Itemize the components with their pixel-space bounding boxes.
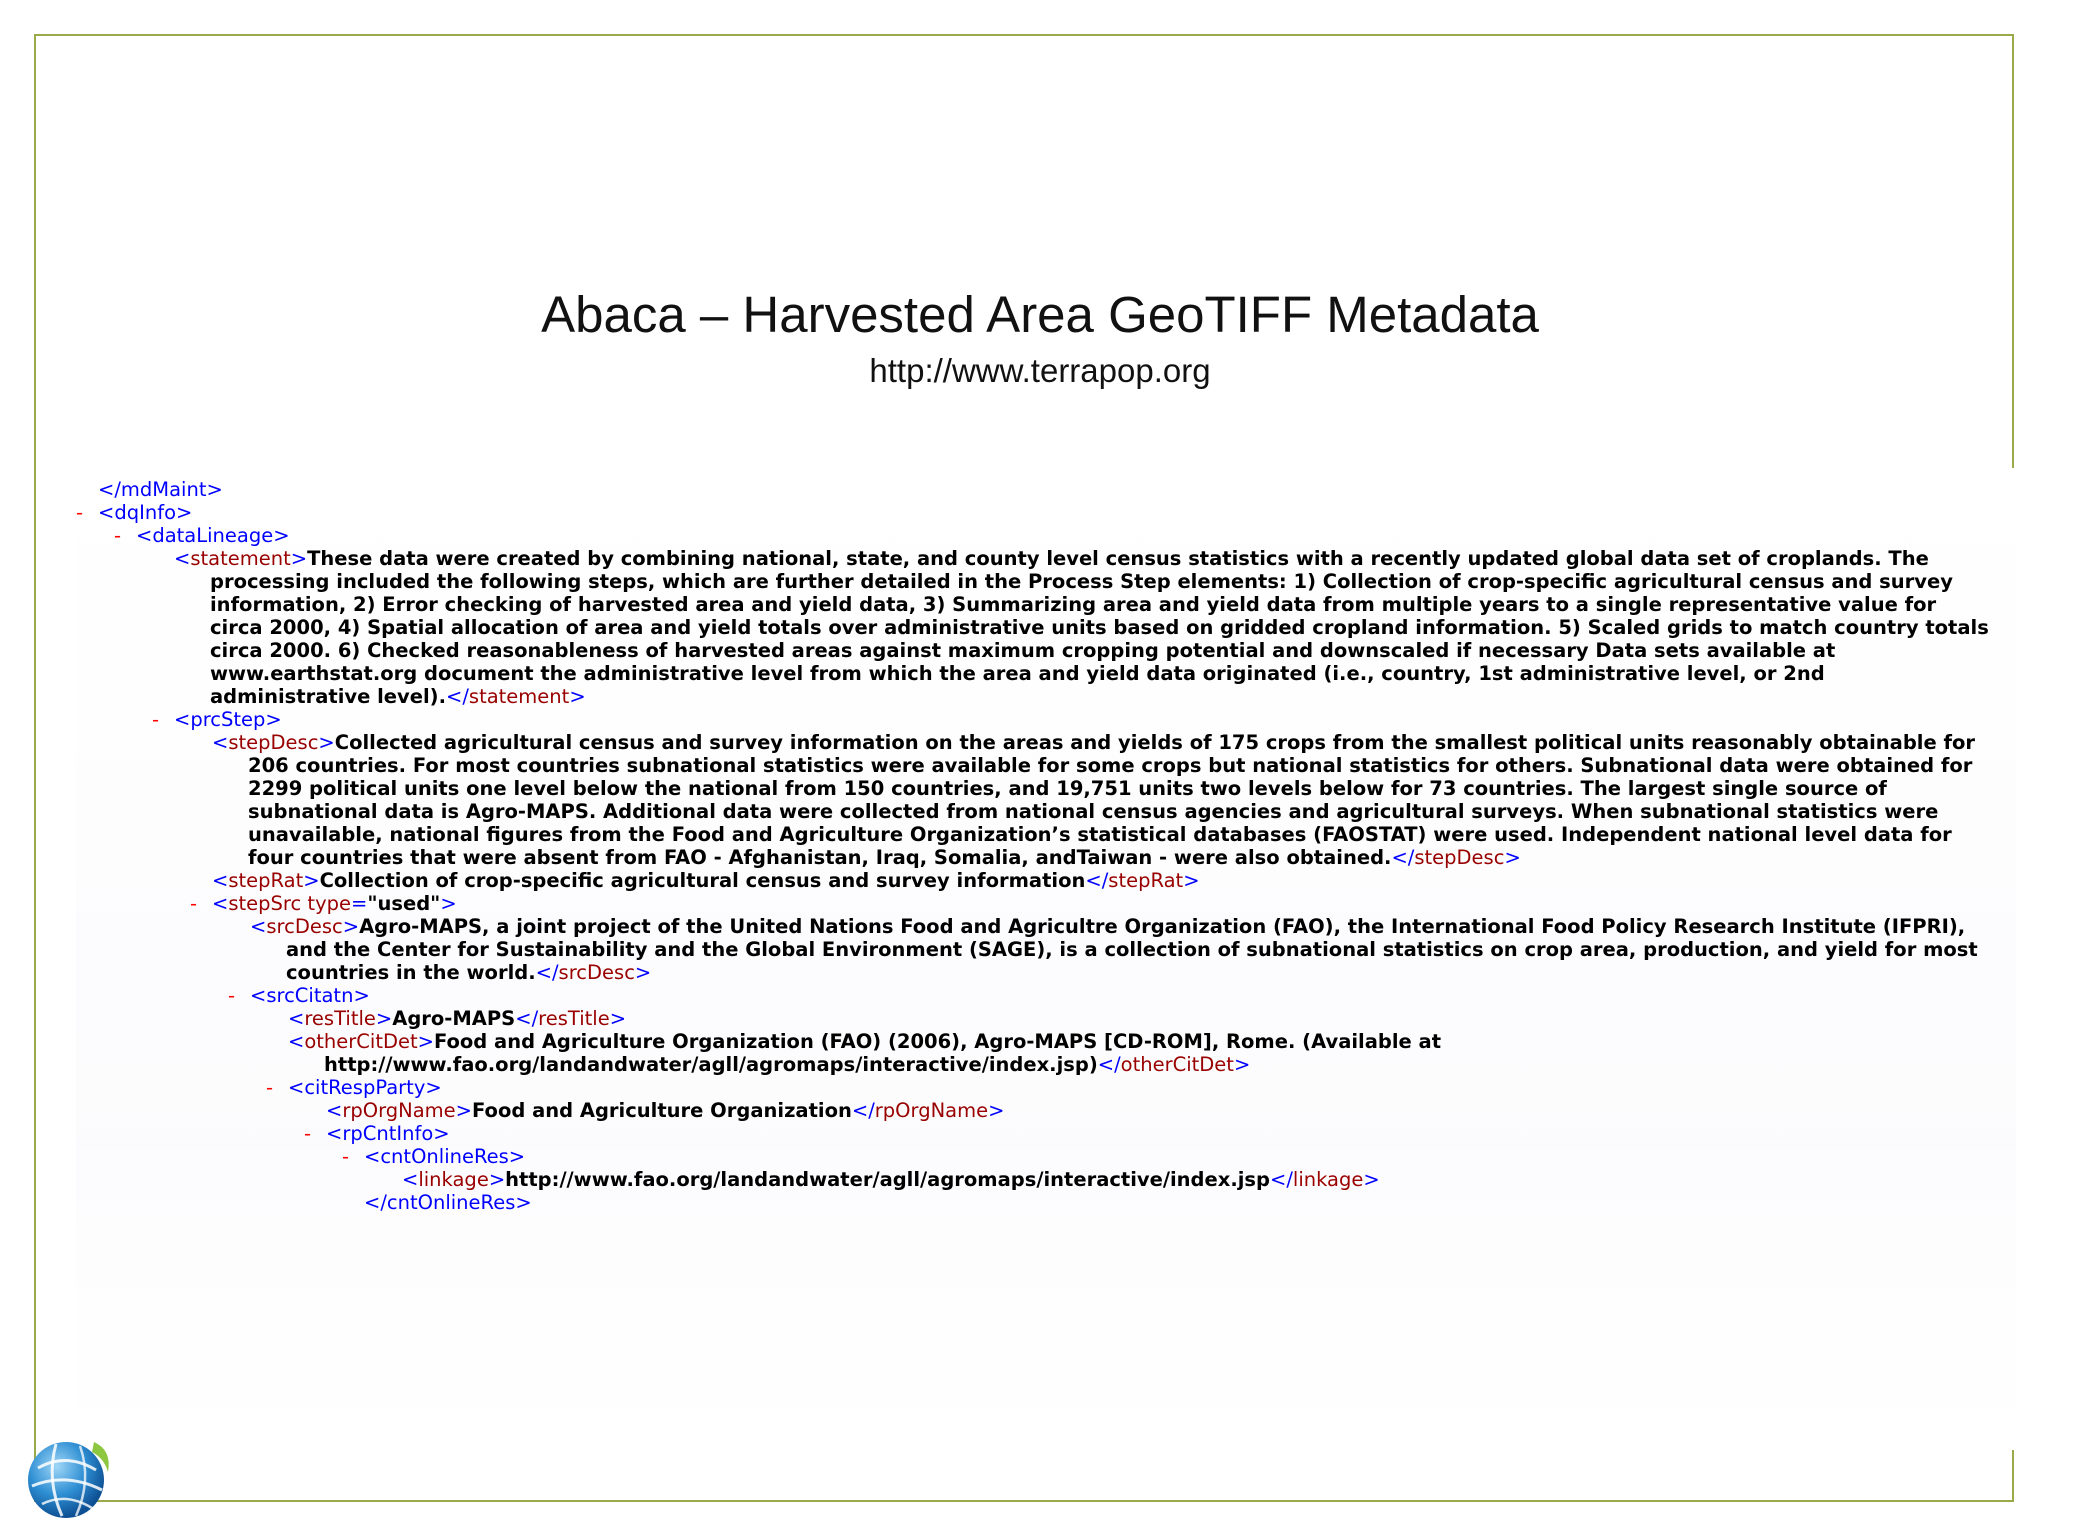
- xml-element-linkage: <linkage>http://www.fao.org/landandwater/agll/agromaps/interactive/index.jsp</linkage>: [402, 1168, 1380, 1191]
- steprat-text: Collection of crop-specific agricultural census and survey information: [319, 869, 1086, 892]
- xml-element-restitle: <resTitle>Agro-MAPS</resTitle>: [288, 1007, 627, 1030]
- xml-tag-name: stepRat: [1108, 869, 1184, 892]
- xml-tag-datalineage-open: <dataLineage>: [136, 524, 290, 547]
- xml-tag-name: otherCitDet: [1120, 1053, 1234, 1076]
- collapse-toggle-rpcntinfo[interactable]: -: [304, 1122, 312, 1145]
- xml-tag-name: stepRat: [228, 869, 304, 892]
- xml-tag-name: resTitle: [304, 1007, 376, 1030]
- stepdesc-text: Collected agricultural census and survey information on the areas and yields of 175 crops from the smallest political units reasonably obtainable for 206 countries. For most countries subnational statistics were available for some crops but national statistics for others. Subnational data were obtained for 2299 political units one level below the national from 150 countries, and 19,751 units two levels below for 73 countries. The largest single source of subnational data is Agro-MAPS. Additional data were collected from national census agencies and agricultural surveys. When subnational statistics were unavailable, national figures from the Food and Agriculture Organization’s statistical databases (FAOSTAT) were used. Independent national level data for four countries that were absent from FAO - Afghanistan, Iraq, Somalia, andTaiwan - were also obtained.: [248, 731, 1975, 869]
- xml-line-srccitatn: [76, 984, 1990, 1007]
- xml-line-dqinfo: [76, 501, 1990, 524]
- xml-tag-rpcntinfo-open: <rpCntInfo>: [326, 1122, 450, 1145]
- xml-tag-dqinfo-open: <dqInfo>: [98, 501, 193, 524]
- slide-subtitle-url: http://www.terrapop.org: [869, 352, 1211, 389]
- xml-line-mdmaint-close: [76, 478, 1990, 501]
- xml-attr-value: "used": [367, 892, 441, 915]
- xml-line-cntonlineres: [76, 1145, 1990, 1168]
- xml-line-datalineage: [76, 524, 1990, 547]
- collapse-toggle-srccitatn[interactable]: -: [228, 984, 236, 1007]
- xml-tag-name: stepDesc: [228, 731, 319, 754]
- xml-tag-name: otherCitDet: [304, 1030, 418, 1053]
- xml-tag-name: rpOrgName: [874, 1099, 989, 1122]
- restitle-text: Agro-MAPS: [392, 1007, 516, 1030]
- globe-logo-icon: [22, 1428, 118, 1524]
- xml-line-rpcntinfo: [76, 1122, 1990, 1145]
- xml-tag-name: statement: [468, 685, 570, 708]
- collapse-toggle-datalineage[interactable]: -: [114, 524, 122, 547]
- collapse-toggle-dqinfo[interactable]: -: [76, 501, 84, 524]
- xml-metadata-viewer: [76, 478, 1990, 1214]
- statement-text: These data were created by combining national, state, and county level census statistics with a recently updated global data set of croplands. The processing included the following steps, which are further detailed in the Process Step elements: 1) Collection of crop-specific agricultural census and survey information, 2) Error checking of harvested area and yield data, 3) Summarizing area and yield data from multiple years to a single representative value for circa 2000, 4) Spatial allocation of area and yield totals over administrative units based on gridded cropland information. 5) Scaled grids to match country totals circa 2000. 6) Checked reasonableness of harvested areas against maximum cropping potential and downscaled if necessary Data sets available at www.earthstat.org document the administrative level from which the area and yield data originated (i.e., country, 1st administrative level, or 2nd administrative level).: [210, 547, 1989, 708]
- xml-tag-name: resTitle: [538, 1007, 610, 1030]
- rporgname-text: Food and Agriculture Organization: [472, 1099, 852, 1122]
- xml-tag-mdmaint-close: </mdMaint>: [98, 478, 223, 501]
- xml-element-othercitdet: <otherCitDet>Food and Agriculture Organization (FAO) (2006), Agro-MAPS [CD-ROM], Rome. (Available at http://www.fao.org/landandwater/agll/agromaps/interactive/index.jsp)</otherCitDet>: [288, 1030, 1442, 1076]
- slide-title: Abaca – Harvested Area GeoTIFF Metadata: [541, 286, 1539, 343]
- collapse-toggle-citrespparty[interactable]: -: [266, 1076, 274, 1099]
- xml-tag-name: linkage: [1292, 1168, 1364, 1191]
- xml-element-stepdesc: <stepDesc>Collected agricultural census and survey information on the areas and yields of 175 crops from the smallest political units reasonably obtainable for 206 countries. For most countries subnational statistics were available for some crops but national statistics for others. Subnational data were obtained for 2299 political units one level below the national from 150 countries, and 19,751 units two levels below for 73 countries. The largest single source of subnational data is Agro-MAPS. Additional data were collected from national census agencies and agricultural surveys. When subnational statistics were unavailable, national figures from the Food and Agriculture Organization’s statistical databases (FAOSTAT) were used. Independent national level data for four countries that were absent from FAO - Afghanistan, Iraq, Somalia, andTaiwan - were also obtained.</stepDesc>: [212, 731, 1975, 869]
- xml-tag-name: stepSrc: [228, 892, 302, 915]
- collapse-toggle-prcstep[interactable]: -: [152, 708, 160, 731]
- xml-tag-name: srcDesc: [266, 915, 343, 938]
- xml-tag-prcstep-open: <prcStep>: [174, 708, 282, 731]
- linkage-url: http://www.fao.org/landandwater/agll/agromaps/interactive/index.jsp: [505, 1168, 1270, 1191]
- xml-tag-srccitatn-open: <srcCitatn>: [250, 984, 370, 1007]
- xml-element-statement: <statement>These data were created by combining national, state, and county level census statistics with a recently updated global data set of croplands. The processing included the following steps, which are further detailed in the Process Step elements: 1) Collection of crop-specific agricultural census and survey information, 2) Error checking of harvested area and yield data, 3) Summarizing area and yield data from multiple years to a single representative value for circa 2000, 4) Spatial allocation of area and yield totals over administrative units based on gridded cropland information. 5) Scaled grids to match country totals circa 2000. 6) Checked reasonableness of harvested areas against maximum cropping potential and downscaled if necessary Data sets available at www.earthstat.org document the administrative level from which the area and yield data originated (i.e., country, 1st administrative level, or 2nd administrative level).</statement>: [174, 547, 1989, 708]
- xml-element-steprat: <stepRat>Collection of crop-specific agricultural census and survey information</stepRat>: [212, 869, 1200, 892]
- xml-attr-name: type: [307, 892, 351, 915]
- xml-line-citrespparty: [76, 1076, 1990, 1099]
- xml-element-srcdesc: <srcDesc>Agro-MAPS, a joint project of the United Nations Food and Agricultre Organization (FAO), the International Food Policy Research Institute (IFPRI), and the Center for Sustainability and the Global Environment (SAGE), is a collection of subnational statistics on crop area, production, and yield for most countries in the world.</srcDesc>: [250, 915, 1978, 984]
- xml-tag-name: statement: [190, 547, 291, 570]
- xml-tag-name: srcDesc: [558, 961, 635, 984]
- srcdesc-text: Agro-MAPS, a joint project of the United Nations Food and Agricultre Organization (FAO), the International Food Policy Research Institute (IFPRI), and the Center for Sustainability and the Global Environment (SAGE), is a collection of subnational statistics on crop area, production, and yield for most countries in the world.: [286, 915, 1978, 984]
- xml-tag-name: linkage: [418, 1168, 489, 1191]
- collapse-toggle-stepsrc[interactable]: -: [190, 892, 198, 915]
- othercitdet-text: Food and Agriculture Organization (FAO) (2006), Agro-MAPS [CD-ROM], Rome. (Available at http://www.fao.org/landandwater/agll/agromaps/interactive/index.jsp): [324, 1030, 1442, 1076]
- xml-tag-citrespparty-open: <citRespParty>: [288, 1076, 442, 1099]
- xml-tag-cntonlineres-close: </cntOnlineRes>: [364, 1191, 532, 1214]
- xml-line-prcstep: [76, 708, 1990, 731]
- collapse-toggle-cntonlineres[interactable]: -: [342, 1145, 350, 1168]
- xml-line-cntonlineres-close: [76, 1191, 1990, 1214]
- xml-tag-name: rpOrgName: [342, 1099, 456, 1122]
- xml-tag-cntonlineres-open: <cntOnlineRes>: [364, 1145, 526, 1168]
- xml-tag-name: stepDesc: [1414, 846, 1505, 869]
- xml-line-stepsrc: - <stepSrc type="used">: [190, 892, 457, 915]
- xml-element-rporgname: <rpOrgName>Food and Agriculture Organization</rpOrgName>: [326, 1099, 1005, 1122]
